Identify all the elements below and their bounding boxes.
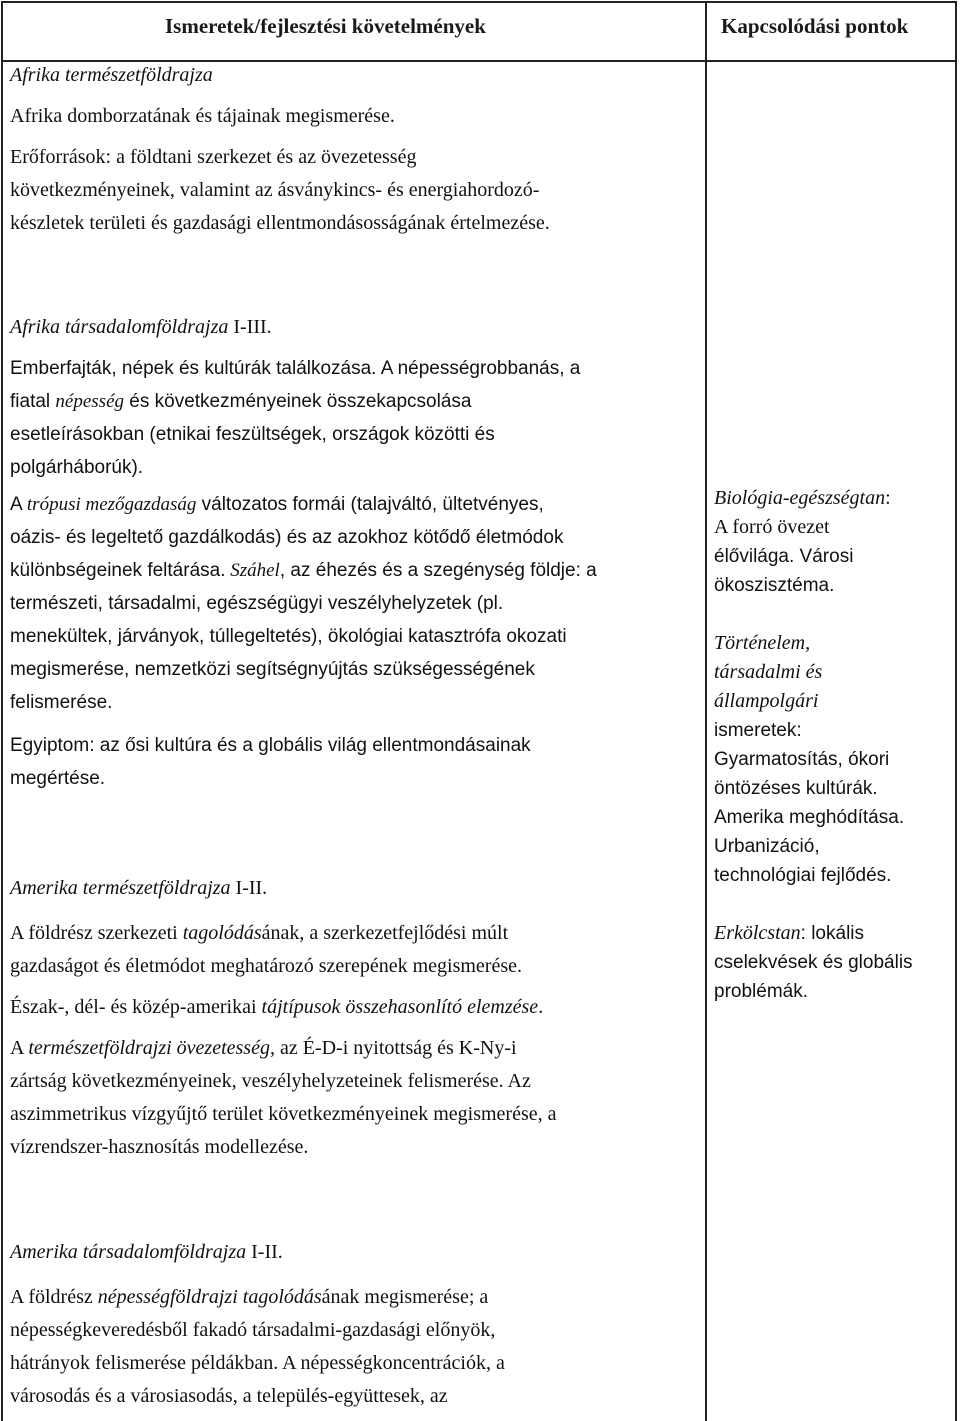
paragraph-line: oázis- és legeltető gazdálkodás) és az azokhoz kötődő életmódok [10,527,564,548]
subject-name: Erkölcstan [714,922,801,944]
text-run: , az É-D-i nyitottság és K-Ny-i [269,1037,517,1059]
section-africa-physical [10,59,700,240]
connection-line: Amerika meghódítása. [714,807,905,828]
text-run: A [10,494,27,515]
section-title: Amerika természetföldrajza [10,877,231,899]
paragraph-line: népességkeveredésből fakadó társadalmi-gazdasági előnyök, [10,1319,496,1341]
section-america-social [10,1236,700,1413]
paragraph-line: zártság következményeinek, veszélyhelyzeteinek felismerése. Az [10,1070,531,1092]
section-title-suffix: I-III. [228,316,272,338]
connections-history [714,629,954,890]
section-title-suffix: I-II. [230,877,268,899]
connection-line: cselekvések és globális [714,952,913,973]
text-run: . [538,996,544,1018]
connection-line: problémák. [714,981,808,1002]
section-title-suffix: I-II. [246,1241,283,1263]
paragraph-line: vízrendszer-hasznosítás modellezése. [10,1136,309,1158]
paragraph-line: gazdaságot és életmódot meghatározó szerepének megismerése. [10,955,523,977]
text-italic: tagolódás [182,922,262,944]
paragraph-line: Egyiptom: az ősi kultúra és a globális világ ellentmondásainak [10,735,531,756]
paragraph-line: esetleírásokban (etnikai feszültségek, országok közötti és [10,424,495,445]
section-title: Amerika társadalomföldrajza [10,1241,247,1263]
header-connections: Kapcsolódási pontok [721,14,909,38]
connections-ethics [714,919,954,1006]
paragraph-line: aszimmetrikus vízgyűjtő terület következményeinek megismerése, a [10,1103,557,1125]
text-run: A [10,1037,29,1059]
text-run: változatos formái (talajváltó, ültetvényes, [196,494,544,515]
connection-line: öntözéses kultúrák. [714,778,878,799]
text-italic: természetföldrajzi övezetesség [28,1037,270,1059]
connection-line: A forró övezet [714,516,830,538]
text-run: fiatal [10,391,56,412]
text-run: ának megismerése; a [321,1286,489,1308]
text-italic: népesség [55,391,125,412]
text-run: A földrész [10,1286,98,1308]
connection-line: ismeretek: [714,720,802,741]
text-run: : lokális [800,923,865,944]
text-run: Emberfajták, népek és kultúrák találkozása. [10,358,377,379]
text-run: : [885,487,891,509]
subject-name: Biológia-egészségtan [714,487,886,509]
paragraph-line: természeti, társadalmi, egészségügyi veszélyhelyzetek (pl. [10,593,504,614]
text-run: , az éhezés és a szegénység földje: a [279,560,597,581]
connection-line: Gyarmatosítás, ókori [714,749,890,770]
text-run: ának, a szerkezetfejlődési múlt [261,922,509,944]
paragraph-line: hátrányok felismerése példákban. A népességkoncentrációk, a [10,1352,505,1374]
section-title: Afrika társadalomföldrajza [10,316,229,338]
section-africa-social [10,311,700,795]
subject-name: állampolgári [714,690,819,712]
connection-line: technológiai fejlődés. [714,865,892,886]
paragraph-line: megértése. [10,768,106,789]
paragraph-line: következményeinek, valamint az ásványkincs- és energiahordozó- [10,179,540,201]
paragraph-line: megismerése, nemzetközi segítségnyújtás szükségességének [10,659,535,680]
text-run: A népességrobbanás, a [376,358,581,379]
connection-line: ökoszisztéma. [714,575,835,596]
text-italic: trópusi mezőgazdaság [26,494,197,515]
paragraph-line: polgárháborúk). [10,457,144,478]
subject-name: társadalmi és [714,661,823,683]
text-italic: tájtípusok összehasonlító elemzése [261,996,539,1018]
subject-name: Történelem, [714,632,811,654]
section-america-physical [10,872,700,1164]
connections-biology [714,484,954,600]
text-run: A földrész szerkezeti [10,922,183,944]
paragraph-line: Erőforrások: a földtani szerkezet és az övezetesség [10,146,417,168]
connection-line: Urbanizáció, [714,836,820,857]
paragraph-line: menekültek, járványok, túllegeltetés), ökológiai katasztrófa okozati [10,626,567,647]
text-run: Észak-, dél- és közép-amerikai [10,996,262,1018]
connection-line: élővilága. Városi [714,546,854,567]
text-run: és következményeinek összekapcsolása [124,391,472,412]
header-requirements: Ismeretek/fejlesztési követelmények [165,14,486,38]
text-run: különbségeinek feltárása. [10,560,226,581]
text-italic: népességföldrajzi tagolódás [97,1286,322,1308]
paragraph-line: városodás és a városiasodás, a település-együttesek, az [10,1385,448,1407]
paragraph-line: készletek területi és gazdasági ellentmondásosságának értelmezése. [10,212,550,234]
column-divider [705,1,707,1421]
paragraph: Afrika domborzatának és tájainak megismerése. [10,105,395,127]
text-italic: Száhel [225,560,280,581]
section-title: Afrika természetföldrajza [10,64,213,86]
paragraph-line: felismerése. [10,692,113,713]
